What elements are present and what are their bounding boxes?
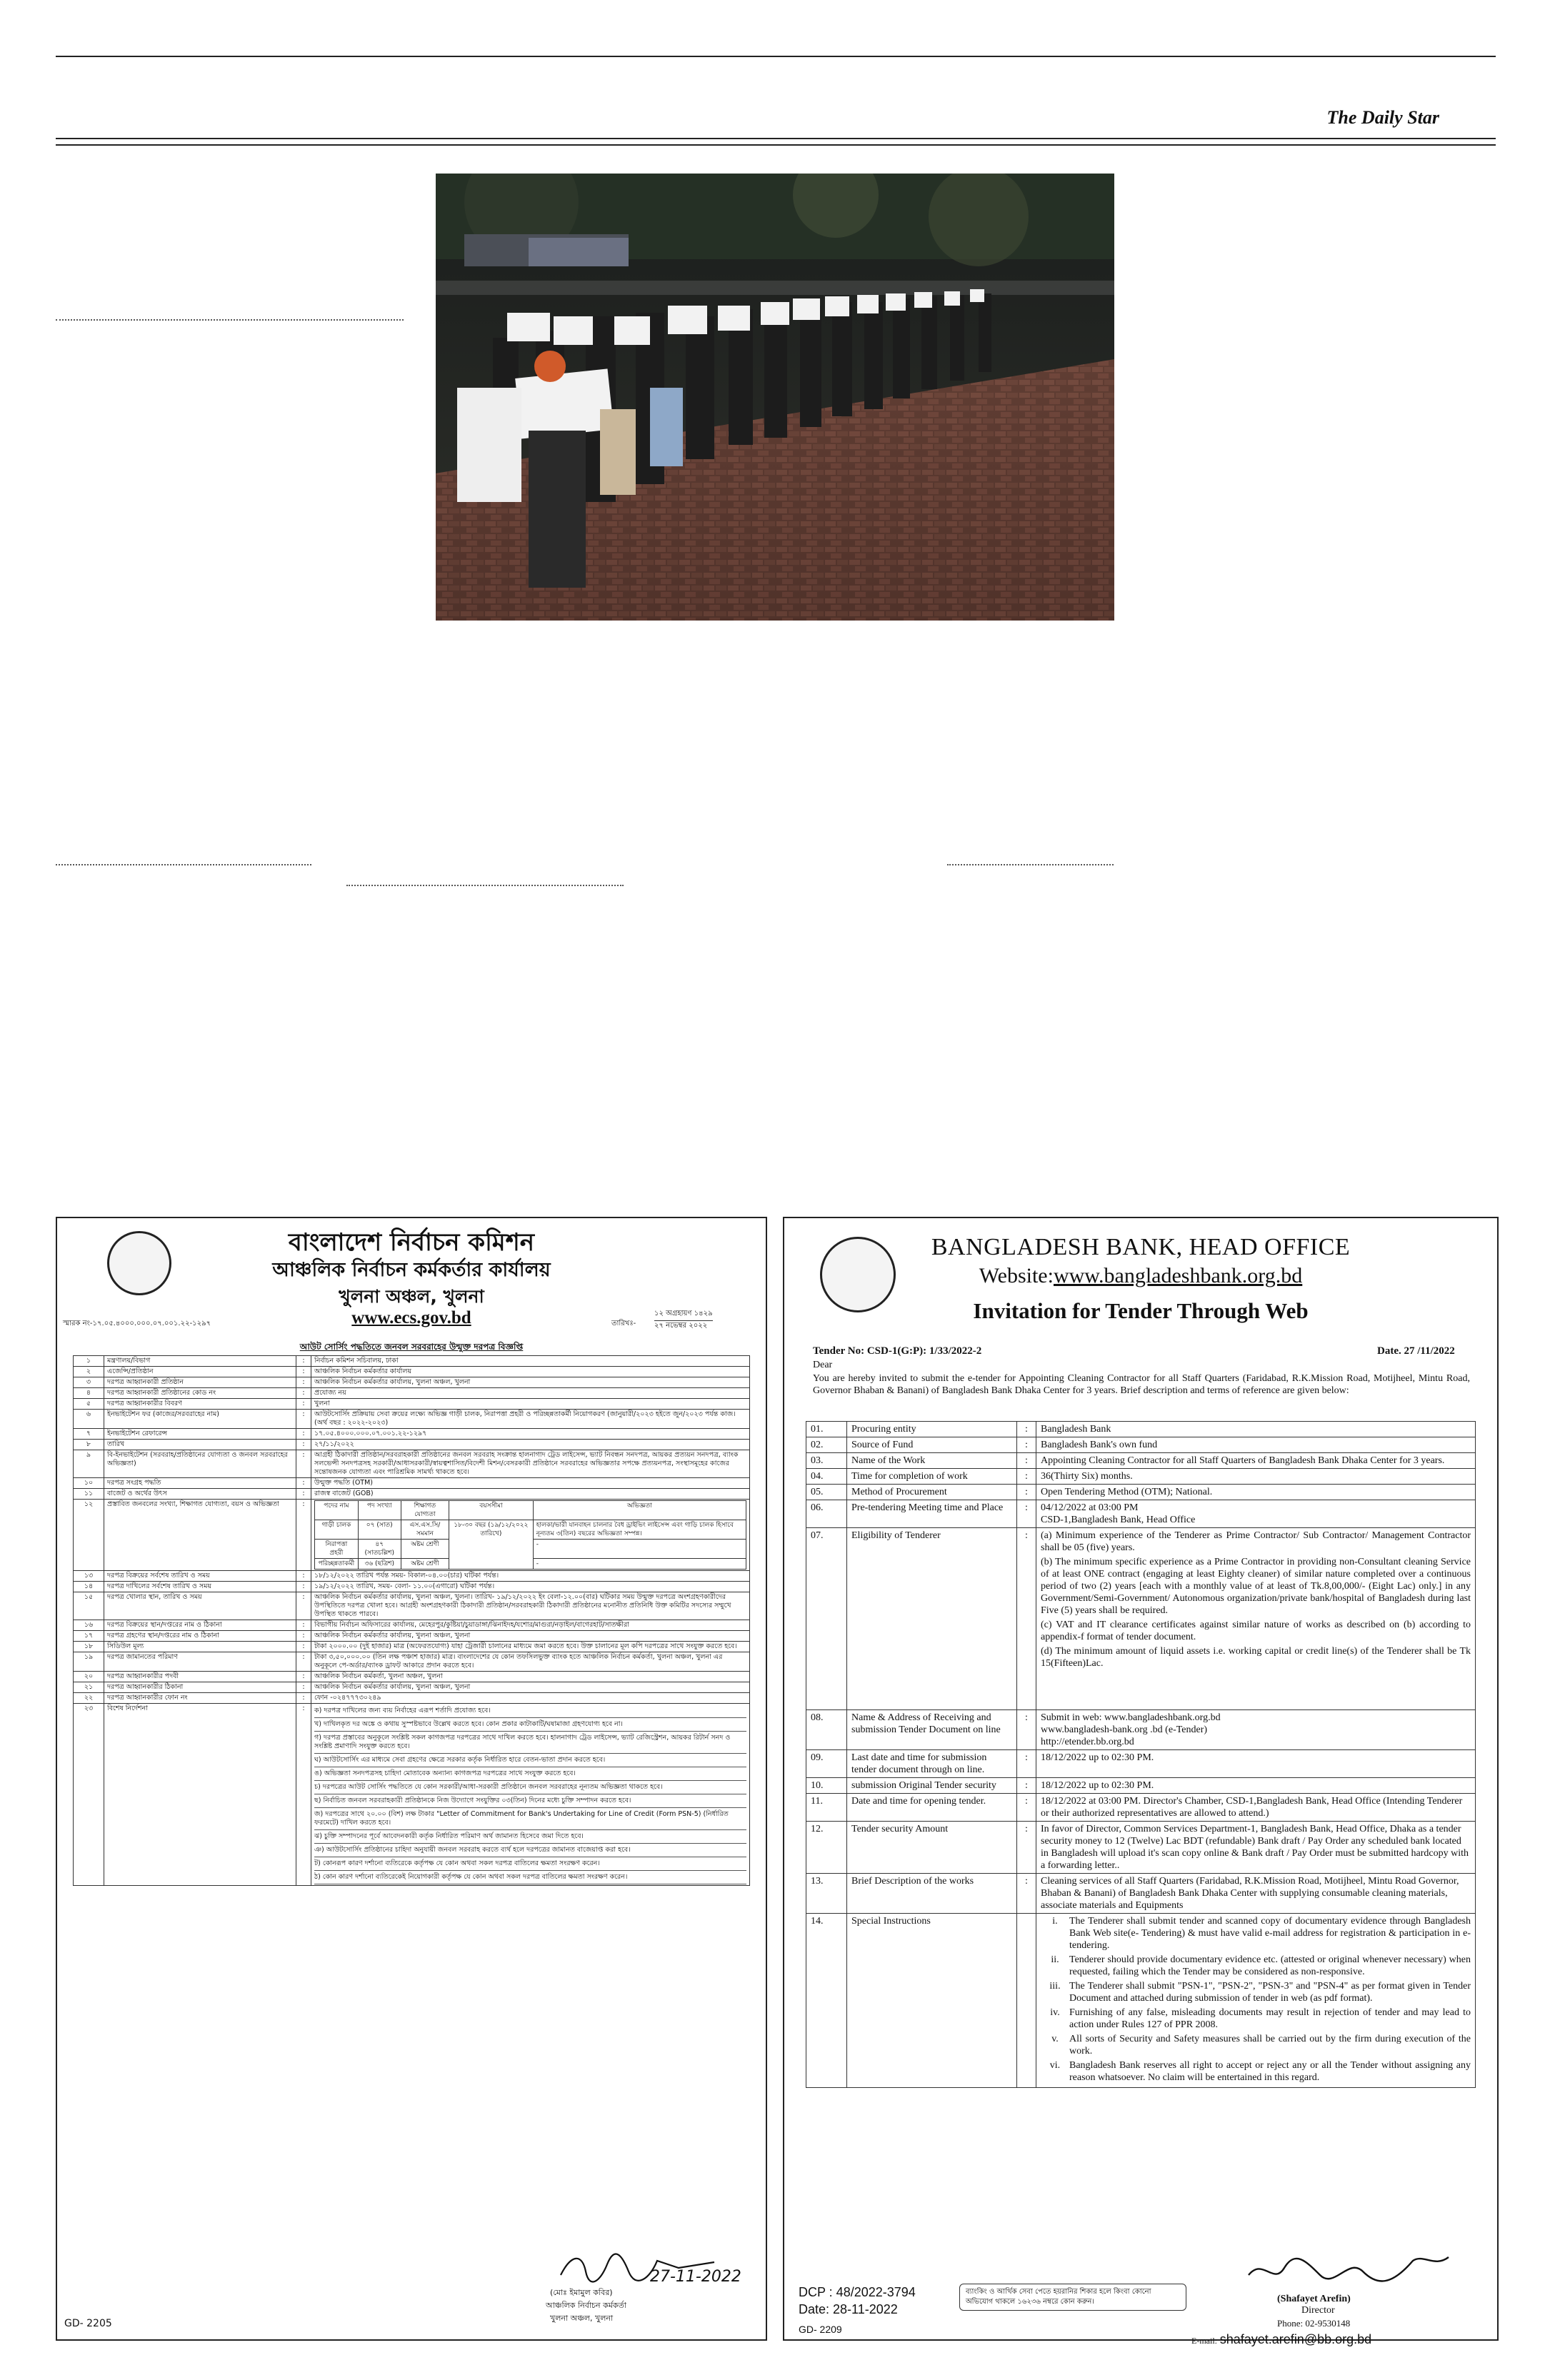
row-colon: : xyxy=(296,1410,311,1429)
post-count: ৩৬ (ছত্রিশ) xyxy=(358,1559,401,1570)
instruction-item: গ) দরপত্র প্রস্তাবের অনুকূলে সংশ্লিষ্ট সকল কাগজপত্র দরপত্রের সাথে দাখিল করতে হবে। হালনাগাদ ট্রেড লাইসেন্স, ভ্যাট রেজিস্ট্রেশন, আয়কর রিটার্ন সনদ ও সংশ্লিষ্ট প্রমাণাদি সংযুক্ত করতে হবে। xyxy=(314,1732,746,1754)
row-label: ইনভাইটেশন রেফারেন্স xyxy=(104,1429,296,1440)
staff-table xyxy=(314,1500,746,1570)
post-count: ০৭ (সাত) xyxy=(358,1520,401,1540)
instruction-item xyxy=(1041,1954,1471,1978)
row-label: ইনভাইটেশন ফর (কাজের/সরবরাহের নাম) xyxy=(104,1410,296,1429)
row-value: Bangladesh Bank xyxy=(1036,1422,1476,1437)
table-row xyxy=(806,1453,1476,1469)
eligibility-item: (a) Minimum experience of the Tenderer as Prime Contractor/ Sub Contractor/ Management Contractor shall be 05 (five) years. xyxy=(1041,1530,1471,1553)
date-bengali: ১২ অগ্রহায়ণ ১৪২৯ xyxy=(654,1308,713,1321)
eligibility-item: (c) VAT and IT clearance certificates against similar nature of works as described on (b) according to appendix-f format of tender document. xyxy=(1041,1620,1471,1642)
dcp-number: DCP : 48/2022-3794 xyxy=(799,2285,916,2299)
row-colon: : xyxy=(1017,1485,1036,1500)
instruction-item: খ) দাখিলকৃত দর অঙ্কে ও কথায় সুস্পষ্টভাবে উল্লেখ করতে হবে। কোন প্রকার কাটাকাটি/ঘষামাজা গ্রহণযোগ্য হবে না। xyxy=(314,1718,746,1732)
row-value: 18/12/2022 at 03:00 PM. Director's Chamber, CSD-1,Bangladesh Bank, Head Office (Intending Tenderer or their authorized representatives are allowed to attend.) xyxy=(1036,1794,1476,1822)
row-colon: : xyxy=(296,1693,311,1704)
row-number: 13. xyxy=(806,1874,847,1914)
row-number: 10. xyxy=(806,1778,847,1794)
table-row xyxy=(74,1429,750,1440)
staff-table-header: পদ সংখ্যা xyxy=(358,1501,401,1520)
row-value: বিভাগীয় নির্বাচন অফিসারের কার্যালয়, মেহেরপুর/কুষ্টিয়া/চুয়াডাঙ্গা/ঝিনাইদহ/যশোর/মাগুরা/নড়াইল/বাগেরহাট/সাতক্ষীরা xyxy=(311,1620,750,1631)
row-number: ১২ xyxy=(74,1500,104,1571)
memo-number: স্মারক নং-১৭.০৫.৪০০০.০০০.০৭.০০১.২২-১২৯৭ xyxy=(63,1320,211,1327)
table-row xyxy=(806,1422,1476,1437)
row-value: Submit in web: www.bangladeshbank.org.bd www.bangladesh-bank.org .bd (e-Tender) http://etender.bb.org.bd xyxy=(1036,1710,1476,1750)
row-label: দরপত্র জামানতের পরিমাণ xyxy=(104,1652,296,1672)
instruction-text: The Tenderer shall submit tender and scanned copy of documentary evidence through Bangladesh Bank Web site(e- Tendering) & must have valid e-mail address for registration & participation in e-tendering. xyxy=(1069,1916,1471,1951)
table-row xyxy=(74,1367,750,1377)
row-value: 04/12/2022 at 03:00 PM CSD-1,Bangladesh Bank, Head Office xyxy=(1036,1500,1476,1528)
row-number: 06. xyxy=(806,1500,847,1528)
ad-zone: খুলনা অঞ্চল, খুলনা xyxy=(339,1286,484,1307)
table-row xyxy=(74,1500,750,1571)
table-row xyxy=(74,1631,750,1642)
row-number: ৬ xyxy=(74,1410,104,1429)
instruction-numeral: ii. xyxy=(1051,1954,1059,1965)
row-label: Method of Procurement xyxy=(847,1485,1017,1500)
table-row xyxy=(74,1356,750,1367)
row-colon: : xyxy=(1017,1822,1036,1874)
post-name: নিরাপত্তা প্রহরী xyxy=(315,1540,359,1559)
signer-name: (মোঃ ইমামুল কবির) xyxy=(550,2288,613,2297)
row-value: আঞ্চলিক নির্বাচন কর্মকর্তা, খুলনা অঞ্চল, খুলনা xyxy=(311,1672,750,1682)
row-colon: : xyxy=(1017,1778,1036,1794)
table-row xyxy=(74,1450,750,1478)
row-colon: : xyxy=(296,1652,311,1672)
row-value: টাকা ২০০০.০০ (দুই হাজার) মাত্র (অফেরতযোগ্য) যাহা ট্রেজারী চালানের মাধ্যমে জমা করতে হবে। উক্ত চালানের মূল কপি দরপত্রের সাথে সংযুক্ত করতে হবে। xyxy=(311,1642,750,1652)
row-colon xyxy=(1017,1914,1036,2088)
instruction-item: ছ) নির্বাচিত জনবল সরবরাহকারী প্রতিষ্ঠানকে নিজ উদ্যোগে সংযুক্তির ০৩(তিন) দিনের মধ্যে চুক্তি সম্পাদন করতে হবে। xyxy=(314,1794,746,1808)
row-colon: : xyxy=(296,1631,311,1642)
table-row xyxy=(806,1710,1476,1750)
instruction-numeral: iv. xyxy=(1050,2007,1060,2018)
bb-website-link[interactable]: www.bangladeshbank.org.bd xyxy=(1053,1264,1303,1287)
row-colon: : xyxy=(296,1399,311,1410)
row-label: দরপত্র আহ্বানকারীর ফোন নং xyxy=(104,1693,296,1704)
table-row xyxy=(806,1469,1476,1485)
notice-title: আউট সোর্সিং পদ্ধতিতে জনবল সরবরাহের উন্মুক্ত দরপত্র বিজ্ঞপ্তি xyxy=(299,1342,524,1352)
row-value: Open Tendering Method (OTM); National. xyxy=(1036,1485,1476,1500)
row-value: টাকা ৩,৫০,০০০.০০ (তিন লক্ষ পঞ্চাশ হাজার) মাত্র। বাংলাদেশের যে কোন তফসিলভুক্ত ব্যাংক হতে আঞ্চলিক নির্বাচন কর্মকর্তা, খুলনা অঞ্চল, খুলনা এর অনুকূলে পে-অর্ডার/ব্যাংক ড্রাফট আকারে প্রদান করতে হবে। xyxy=(311,1652,750,1672)
row-colon: : xyxy=(296,1450,311,1478)
row-number: ৪ xyxy=(74,1388,104,1399)
row-number: ২৩ xyxy=(74,1704,104,1886)
row-number: 08. xyxy=(806,1710,847,1750)
column-divider xyxy=(56,319,404,321)
row-colon: : xyxy=(1017,1500,1036,1528)
instruction-item xyxy=(1041,2033,1471,2057)
row-label: Source of Fund xyxy=(847,1437,1017,1453)
row-value: In favor of Director, Common Services Department-1, Bangladesh Bank, Head Office, Dhaka as a tender security money to 12 (Twelve) Lac BDT (refundable) Bank draft / Pay Order any scheduled bank located in Bangladesh will upload it's scan copy online & Bank draft / Pay Order must be submitted hardcopy with a forwarding letter.. xyxy=(1036,1822,1476,1874)
row-colon: : xyxy=(1017,1422,1036,1437)
row-value: আঞ্চলিক নির্বাচন কর্মকর্তার কার্যালয়, খুলনা অঞ্চল, খুলনা xyxy=(311,1682,750,1693)
row-label: দরপত্র আহ্বানকারীর পদবী xyxy=(104,1672,296,1682)
table-row xyxy=(74,1704,750,1886)
row-label: প্রস্তাবিত জনবলের সংখ্যা, শিক্ষাগত যোগ্যতা, বয়স ও অভিজ্ঞতা xyxy=(104,1500,296,1571)
tender-details-table xyxy=(73,1355,750,1886)
row-colon: : xyxy=(296,1620,311,1631)
election-commission-tender-ad xyxy=(56,1217,767,2341)
row-value: আঞ্চলিক নির্বাচন কর্মকর্তার কার্যালয়, খুলনা অঞ্চল, খুলনা xyxy=(311,1377,750,1388)
dcp-date: Date: 28-11-2022 xyxy=(799,2302,898,2316)
table-row xyxy=(74,1377,750,1388)
news-photo xyxy=(436,174,1114,621)
table-row xyxy=(806,1822,1476,1874)
row-label: মন্ত্রণালয়/বিভাগ xyxy=(104,1356,296,1367)
row-label: বাজেট ও অর্থের উৎস xyxy=(104,1489,296,1500)
row-number: ২১ xyxy=(74,1682,104,1693)
row-colon: : xyxy=(296,1367,311,1377)
row-value xyxy=(311,1500,750,1571)
row-label: Date and time for opening tender. xyxy=(847,1794,1017,1822)
row-number: ১৮ xyxy=(74,1642,104,1652)
bb-phone: Phone: 02-9530148 xyxy=(1277,2318,1351,2329)
row-number: ১৬ xyxy=(74,1620,104,1631)
post-experience: হালকা/ভারী যানবাহন চালনার বৈধ ড্রাইভিং লাইসেন্স এবং গাড়ি চালক হিসাবে নূন্যতম ৩(তিন) বছরের অভিজ্ঞতা সম্পন্ন। xyxy=(533,1520,746,1540)
row-value: ১৭.০৫.৪০০০.০০০.০৭.০০১.২২-১২৯৭ xyxy=(311,1429,750,1440)
signature-date: 27-11-2022 xyxy=(650,2268,741,2286)
row-label: দরপত্র বিক্রয়ের স্থান/দপ্তরের নাম ও ঠিকানা xyxy=(104,1620,296,1631)
salutation: Dear xyxy=(813,1360,833,1370)
table-row xyxy=(74,1642,750,1652)
table-row xyxy=(74,1388,750,1399)
row-number: 07. xyxy=(806,1528,847,1710)
row-colon: : xyxy=(1017,1750,1036,1778)
row-colon: : xyxy=(296,1592,311,1620)
row-value: ১৯/১২/২০২২ তারিখ, সময়- বেলা- ১১.০০(এগারো) ঘটিকা পর্যন্ত। xyxy=(311,1582,750,1592)
row-label: দরপত্র খোলার স্থান, তারিখ ও সময় xyxy=(104,1592,296,1620)
row-value: খুলনা xyxy=(311,1399,750,1410)
table-row xyxy=(74,1582,750,1592)
row-number: ২২ xyxy=(74,1693,104,1704)
row-colon: : xyxy=(296,1489,311,1500)
instruction-text: The Tenderer shall submit "PSN-1", "PSN-2", "PSN-3" and "PSN-4" as per format given in Tender Document and attached during submission of tender in web (as pdf format). xyxy=(1069,1981,1471,2004)
signer-title: আঞ্চলিক নির্বাচন কর্মকর্তা xyxy=(546,2301,626,2310)
table-row xyxy=(806,1750,1476,1778)
staff-table-header: শিক্ষাগত যোগ্যতা xyxy=(401,1501,449,1520)
row-value: আঞ্চলিক নির্বাচন কর্মকর্তার কার্যালয়, খুলনা অঞ্চল, খুলনা। তারিখ- ১৯/১২/২০২২ ইং বেলা-১২.০০(বার) ঘটিকার সময় উন্মুক্ত দরপত্রে অংশগ্রহণকারীদের উপস্থিতিতে দরপত্র খোলা হবে। আগ্রহী অংশগ্রহণকারী ঠিকাদারী প্রতিষ্ঠান/সরবরাহকারী ঠিকাদারী প্রতিষ্ঠানের মনোনীত প্রতিনিধি উক্ত কমিটির সদস্যের সম্মুখে উপস্থিত থাকতে পারবে। xyxy=(311,1592,750,1620)
date-label: তারিখঃ- xyxy=(611,1320,636,1327)
row-value: প্রযোজ্য নয় xyxy=(311,1388,750,1399)
table-row xyxy=(74,1672,750,1682)
row-label: দরপত্র আহ্বানকারীর ঠিকানা xyxy=(104,1682,296,1693)
row-value: Appointing Cleaning Contractor for all Staff Quarters of Bangladesh Bank Dhaka Center for 3 years. xyxy=(1036,1453,1476,1469)
table-row xyxy=(74,1620,750,1631)
row-number: ২০ xyxy=(74,1672,104,1682)
table-row xyxy=(806,1914,1476,2088)
row-value: রাজস্ব বাজেট (GOB) xyxy=(311,1489,750,1500)
masthead-logo: The Daily Star xyxy=(1326,107,1439,128)
row-label: Pre-tendering Meeting time and Place xyxy=(847,1500,1017,1528)
row-number: ৮ xyxy=(74,1440,104,1450)
row-label: দরপত্র দাখিলের সর্বশেষ তারিখ ও সময় xyxy=(104,1582,296,1592)
table-row xyxy=(74,1592,750,1620)
table-row xyxy=(74,1693,750,1704)
row-value: ১৮/১২/২০২২ তারিখ পর্যন্ত সময়- বিকাল-০৪.০০(চার) ঘটিকা পর্যন্ত। xyxy=(311,1571,750,1582)
row-number: 05. xyxy=(806,1485,847,1500)
row-colon: : xyxy=(296,1440,311,1450)
bb-heading: Invitation for Tender Through Web xyxy=(973,1298,1309,1323)
intro-text: You are hereby invited to submit the e-tender for Appointing Cleaning Contractor for all Staff Quarters (Faridabad, R.K.Mission Road, Motijheel, Mintu Road, Governor Bhaban & Banani) of Bangladesh Bank Dhaka Center for 3 years. Brief description and terms of reference are given below: xyxy=(813,1373,1470,1396)
top-rule xyxy=(56,56,1496,57)
table-row xyxy=(74,1399,750,1410)
row-value xyxy=(1036,1528,1476,1710)
row-number: ১০ xyxy=(74,1478,104,1489)
row-colon: : xyxy=(296,1478,311,1489)
row-label: দরপত্র সংগ্রহ পদ্ধতি xyxy=(104,1478,296,1489)
instruction-item xyxy=(1041,2007,1471,2031)
bb-email-label: E-mail: xyxy=(1191,2336,1217,2346)
instruction-text: All sorts of Security and Safety measures shall be carried out by the firm during execution of the work. xyxy=(1069,2034,1471,2057)
row-number: 14. xyxy=(806,1914,847,2088)
post-education: এস.এস.সি/সমমান xyxy=(401,1520,449,1540)
row-label: দরপত্র আহ্বানকারীর বিবরণ xyxy=(104,1399,296,1410)
row-label: এজেন্সি/প্রতিষ্ঠান xyxy=(104,1367,296,1377)
bb-signer-title: Director xyxy=(1301,2305,1335,2316)
row-colon: : xyxy=(296,1500,311,1571)
row-value: 36(Thirty Six) months. xyxy=(1036,1469,1476,1485)
table-row xyxy=(74,1489,750,1500)
row-colon: : xyxy=(296,1682,311,1693)
row-colon: : xyxy=(296,1582,311,1592)
table-row xyxy=(74,1571,750,1582)
row-label: Procuring entity xyxy=(847,1422,1017,1437)
row-value: Cleaning services of all Staff Quarters (Faridabad, R.K.Mission Road, Motijheel, Mintu Road Governor, Bhaban & Banani) of Bangladesh Bank Dhaka Center with supplying consumable cleaning materials, associate materials and Equipments xyxy=(1036,1874,1476,1914)
row-label: Name & Address of Receiving and submission Tender Document on line xyxy=(847,1710,1017,1750)
row-label: দরপত্র গ্রহণের স্থান/দপ্তরের নাম ও ঠিকানা xyxy=(104,1631,296,1642)
row-label: Eligibility of Tenderer xyxy=(847,1528,1017,1710)
row-number: 04. xyxy=(806,1469,847,1485)
signature xyxy=(1241,2246,1456,2296)
post-name: পরিচ্ছন্নতাকর্মী xyxy=(315,1559,359,1570)
row-label: Time for completion of work xyxy=(847,1469,1017,1485)
bangladesh-bank-tender-ad xyxy=(783,1217,1499,2346)
instruction-text: Bangladesh Bank reserves all right to accept or reject any or all the Tender without assigning any reason whatsoever. No claim will be entertained in this regard. xyxy=(1069,2060,1471,2083)
column-divider xyxy=(947,864,1114,865)
row-value: আঞ্চলিক নির্বাচন কর্মকর্তার কার্যালয় xyxy=(311,1367,750,1377)
table-row xyxy=(74,1440,750,1450)
row-value: আউটসোর্সিং প্রক্রিয়ায় সেবা ক্রয়ের লক্ষ্যে অভিজ্ঞ গাড়ী চালক, নিরাপত্তা প্রহরী ও পরিচ্ছন্নতাকর্মী নিয়োগকরণ (জানুয়ারী/২০২৩ হইতে জুন/২০২৩ পর্যন্ত কাজ। (অর্থ বছর : ২০২২-২০২৩) xyxy=(311,1410,750,1429)
row-colon: : xyxy=(296,1672,311,1682)
row-number: ৩ xyxy=(74,1377,104,1388)
instruction-item: ঘ) আউটসোর্সিং এর মাধ্যমে সেবা গ্রহণের ক্ষেত্রে সরকার কর্তৃক নির্ধারিত হারে বেতন-ভাতা প্রদান করতে হবে। xyxy=(314,1754,746,1767)
row-number: ১৯ xyxy=(74,1652,104,1672)
staff-table-header: অভিজ্ঞতা xyxy=(533,1501,746,1520)
eligibility-item: (d) The minimum amount of liquid assets i.e. working capital or credit line(s) of the Tenderer shall be Tk 15(Fifteen)Lac. xyxy=(1041,1646,1471,1669)
staff-table-header: বয়সসীমা xyxy=(449,1501,534,1520)
row-label: বিশেষ নির্দেশনা xyxy=(104,1704,296,1886)
instruction-numeral: i. xyxy=(1052,1916,1058,1927)
tender-date: Date. 27 /11/2022 xyxy=(1377,1345,1455,1357)
row-colon: : xyxy=(1017,1794,1036,1822)
row-colon: : xyxy=(296,1429,311,1440)
instruction-numeral: v. xyxy=(1051,2034,1059,2044)
instruction-item: ঝ) চুক্তি সম্পাদনের পূর্বে আবেদনকারী কর্তৃক নির্ধারিত পরিমাণ অর্থ জামানত হিসেবে জমা দিতে হবে। xyxy=(314,1830,746,1844)
bb-signer-name: (Shafayet Arefin) xyxy=(1277,2294,1351,2304)
instruction-item xyxy=(1041,2059,1471,2084)
table-row xyxy=(74,1478,750,1489)
instruction-numeral: vi. xyxy=(1049,2060,1061,2071)
row-colon: : xyxy=(296,1377,311,1388)
row-value: 18/12/2022 up to 02:30 PM. xyxy=(1036,1750,1476,1778)
row-value: ২৭/১১/২০২২ xyxy=(311,1440,750,1450)
post-education: অষ্টম শ্রেণী xyxy=(401,1559,449,1570)
table-row xyxy=(806,1485,1476,1500)
bb-gd-number: GD- 2209 xyxy=(799,2324,842,2335)
instruction-item: ঙ) অভিজ্ঞতা সনদপত্রসহ চাহিদা মোতাবেক অন্যান্য কাগজপত্র দরপত্রের সাথে সংযুক্ত করতে হবে। xyxy=(314,1767,746,1781)
bb-email[interactable]: shafayet.arefin@bb.org.bd xyxy=(1219,2332,1372,2346)
header-rule-bottom xyxy=(56,144,1496,146)
row-number: ৫ xyxy=(74,1399,104,1410)
row-colon: : xyxy=(296,1571,311,1582)
bb-website-line xyxy=(784,1264,1497,1288)
bb-tender-table xyxy=(806,1421,1476,2088)
instruction-item xyxy=(1041,1915,1471,1952)
instruction-text: Furnishing of any false, misleading documents may result in rejection of tender and may lead to action under Rules 127 of PPR 2008. xyxy=(1069,2007,1471,2030)
instruction-text: Tenderer should provide documentary evidence etc. (attested or original whenever necessary) when requested, failing which the Tender may be considered as non-responsive. xyxy=(1069,1954,1471,1977)
row-number: ৭ xyxy=(74,1429,104,1440)
eligibility-item: (b) The minimum specific experience as a Prime Contractor in providing non-Consultant cleaning Service of at least ONE contract (engaging at least Eighty cleaner) of similar nature completed over a continuous period of two (2) years [each with a monthly value of at least of Tk.8,00,000/- (Eight Lac) only.] in any Government/Semi-Government/ Autonomous organization/private bank/hospital of Bangladesh during last Five (5) years shall be required. xyxy=(1041,1557,1471,1616)
column-divider xyxy=(346,885,624,886)
row-value: নির্বাচন কমিশন সচিবালয়, ঢাকা xyxy=(311,1356,750,1367)
bb-website-label: Website: xyxy=(979,1264,1054,1287)
ad-org-title: বাংলাদেশ নির্বাচন কমিশন xyxy=(288,1228,535,1257)
instruction-item: ঠ) কোন কারণ দর্শানো ব্যতিরেকেই নিয়োগকারী কর্তৃপক্ষ যে কোন অথবা সকল দরপত্র বাতিলের ক্ষমতা সংরক্ষণ করেন। xyxy=(314,1871,746,1884)
row-number: ১৪ xyxy=(74,1582,104,1592)
date-english: ২৭ নভেম্বর ২০২২ xyxy=(654,1322,708,1330)
row-number: 11. xyxy=(806,1794,847,1822)
row-number: ১৭ xyxy=(74,1631,104,1642)
row-label: দরপত্র আহ্বানকারী প্রতিষ্ঠানের কোড নং xyxy=(104,1388,296,1399)
row-number: 01. xyxy=(806,1422,847,1437)
row-colon: : xyxy=(1017,1874,1036,1914)
row-value: ফোন -০২৪৭৭৭৩০২৪৯ xyxy=(311,1693,750,1704)
row-label: দরপত্র আহ্বানকারী প্রতিষ্ঠান xyxy=(104,1377,296,1388)
row-number: 09. xyxy=(806,1750,847,1778)
row-colon: : xyxy=(296,1704,311,1886)
row-label: Name of the Work xyxy=(847,1453,1017,1469)
instruction-numeral: iii. xyxy=(1049,1981,1061,1992)
row-number: ৯ xyxy=(74,1450,104,1478)
table-row xyxy=(806,1778,1476,1794)
row-value: আঞ্চলিক নির্বাচন কর্মকর্তার কার্যালয়, খুলনা অঞ্চল, খুলনা xyxy=(311,1631,750,1642)
row-number: ২ xyxy=(74,1367,104,1377)
instruction-item: ঞ) আউটসোর্সিং প্রতিষ্ঠানের চাহিদা অনুযায়ী জনবল সরবরাহ করতে ব্যর্থ হলে দরপত্রের জামানত বাজেয়াপ্ত করা হবে। xyxy=(314,1844,746,1857)
row-number: 02. xyxy=(806,1437,847,1453)
table-row xyxy=(806,1437,1476,1453)
row-colon: : xyxy=(296,1356,311,1367)
post-age: ১৮-৩০ বছর (১৯/১২/২০২২ তারিখে) xyxy=(449,1520,534,1570)
row-value xyxy=(311,1704,750,1886)
row-number: 03. xyxy=(806,1453,847,1469)
table-row xyxy=(806,1500,1476,1528)
row-colon: : xyxy=(1017,1453,1036,1469)
row-colon: : xyxy=(1017,1710,1036,1750)
row-label: Special Instructions xyxy=(847,1914,1017,2088)
post-experience: - xyxy=(533,1540,746,1559)
row-colon: : xyxy=(296,1642,311,1652)
instruction-item: ক) দরপত্র দাখিলের জন্য ব্যয় নির্বাহের এরূপ শর্তাদি প্রযোজ্য হবে। xyxy=(314,1704,746,1718)
bb-email-line xyxy=(1191,2332,1371,2347)
ad-office-title: আঞ্চলিক নির্বাচন কর্মকর্তার কার্যালয় xyxy=(272,1259,551,1281)
row-value: Bangladesh Bank's own fund xyxy=(1036,1437,1476,1453)
row-label: Brief Description of the works xyxy=(847,1874,1017,1914)
staff-table-header: পদের নাম xyxy=(315,1501,359,1520)
protest-photo-image xyxy=(436,174,1114,621)
row-number: ১৩ xyxy=(74,1571,104,1582)
ad-website: www.ecs.gov.bd xyxy=(351,1308,471,1327)
row-colon: : xyxy=(1017,1469,1036,1485)
signer-place: খুলনা অঞ্চল, খুলনা xyxy=(550,2314,614,2323)
column-divider xyxy=(56,864,311,865)
table-row xyxy=(74,1652,750,1672)
row-value xyxy=(1036,1914,1476,2088)
table-row xyxy=(806,1794,1476,1822)
row-label: বি-ইনভাইটেশন (সরবরাহ/প্রতিষ্ঠানের যোগ্যতা ও জনবল সরবরাহের অভিজ্ঞতা) xyxy=(104,1450,296,1478)
post-count: ৪৭ (সাতচল্লিশ) xyxy=(358,1540,401,1559)
post-name: গাড়ী চালক xyxy=(315,1520,359,1540)
row-label: তারিখ xyxy=(104,1440,296,1450)
row-value: 18/12/2022 up to 02:30 PM. xyxy=(1036,1778,1476,1794)
row-label: সিডিউল মূল্য xyxy=(104,1642,296,1652)
tender-number: Tender No: CSD-1(G:P): 1/33/2022-2 xyxy=(813,1345,982,1357)
header-rule-top xyxy=(56,138,1496,139)
row-value: আগ্রহী ঠিকাদারী প্রতিষ্ঠান/সরবরাহকারী প্রতিষ্ঠানের জনবল সরবরাহ সংক্রান্ত হালনাগাদ ট্রেড লাইসেন্স, ভ্যাট নিবন্ধন সনদপত্র, আয়কর প্রত্যয়ন সনদপত্র, ব্যাংক সলভেন্সী সনদপত্রসহ সরকারী/আধাসরকারী/স্বায়ত্বশাসিত/বিদেশী মিশন/বেসরকারী প্রতিষ্ঠানে সরবরাহের অভিজ্ঞতার সপক্ষে প্রত্যয়নপত্র, সংস্থাসমূহের কাজের সন্তোষজনক যোগ্যতা এবং পারিশ্রমিক সামর্থ্য থাকতে হবে। xyxy=(311,1450,750,1478)
row-number: ১ xyxy=(74,1356,104,1367)
table-row xyxy=(74,1682,750,1693)
row-label: Tender security Amount xyxy=(847,1822,1017,1874)
row-label: submission Original Tender security xyxy=(847,1778,1017,1794)
complaint-notice: ব্যাংকিং ও আর্থিক সেবা পেতে হয়রানির শিকার হলে কিংবা কোনো অভিযোগ থাকলে ১৬২৩৬ নম্বরে কোন করুন। xyxy=(959,2284,1186,2311)
row-colon: : xyxy=(1017,1437,1036,1453)
row-value: উন্মুক্ত পদ্ধতি (OTM) xyxy=(311,1478,750,1489)
instruction-item: জ) দরপত্রের সাথে ২০.০০ (বিশ) লক্ষ টাকার "Letter of Commitment for Bank's Undertaking for Line of Credit (Form PSN-5) (নির্ধারিত ফরমেটে) দাখিল করতে হবে। xyxy=(314,1808,746,1830)
instruction-item xyxy=(1041,1980,1471,2004)
instruction-item: ট) কোনরূপ কারণ দর্শানো ব্যতিরেকে কর্তৃপক্ষ যে কোন অথবা সকল দরপত্র বাতিলের ক্ষমতা সংরক্ষণ করেন। xyxy=(314,1857,746,1871)
row-label: দরপত্র বিক্রয়ের সর্বশেষ তারিখ ও সময় xyxy=(104,1571,296,1582)
row-number: ১৫ xyxy=(74,1592,104,1620)
post-education: অষ্টম শ্রেণী xyxy=(401,1540,449,1559)
post-experience: - xyxy=(533,1559,746,1570)
row-colon: : xyxy=(1017,1528,1036,1710)
table-row xyxy=(806,1874,1476,1914)
table-row xyxy=(806,1528,1476,1710)
bb-title: BANGLADESH BANK, HEAD OFFICE xyxy=(931,1234,1351,1260)
row-colon: : xyxy=(296,1388,311,1399)
instruction-item: চ) দরপত্রের আউট সোর্সিং পদ্ধতিতে যে কোন সরকারী/আধা-সরকারী প্রতিষ্ঠানে জনবল সরবরাহের নূন্যতম অভিজ্ঞতা থাকতে হবে। xyxy=(314,1781,746,1794)
row-number: 12. xyxy=(806,1822,847,1874)
row-number: ১১ xyxy=(74,1489,104,1500)
table-row xyxy=(74,1410,750,1429)
row-label: Last date and time for submission tender document through on line. xyxy=(847,1750,1017,1778)
gd-number: GD- 2205 xyxy=(64,2318,112,2329)
